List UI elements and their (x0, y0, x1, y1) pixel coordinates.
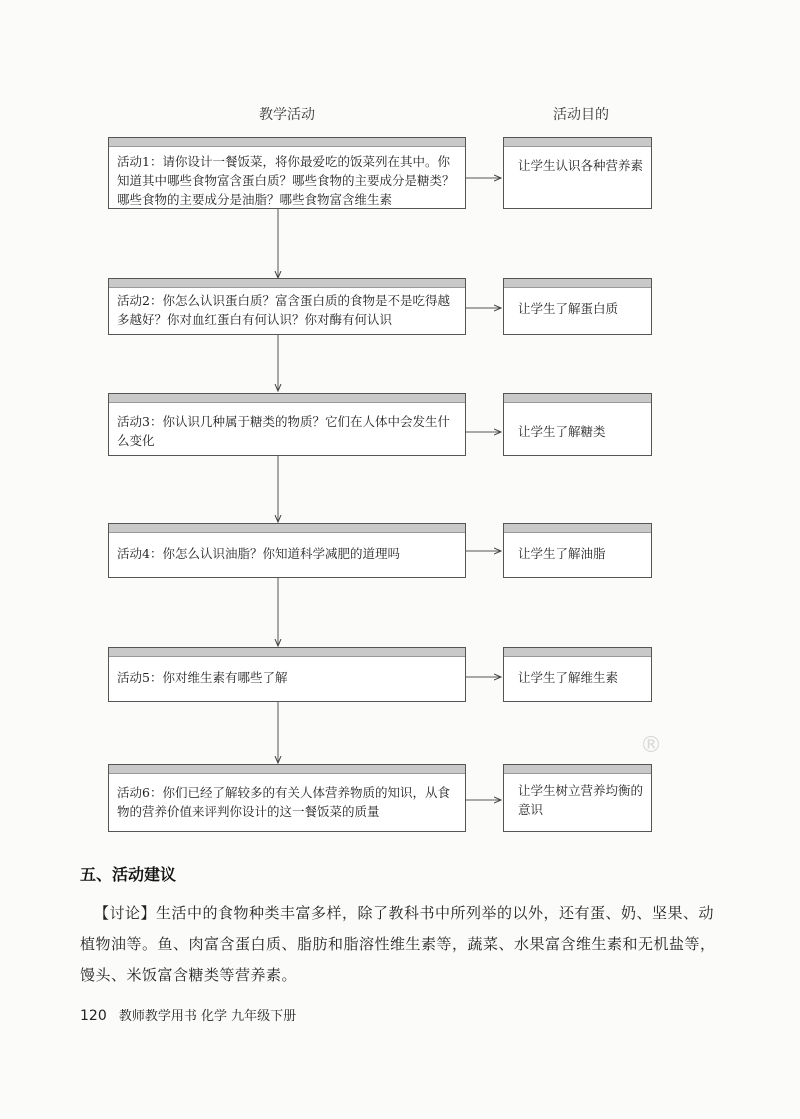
activity-text-3: 活动3：你认识几种属于糖类的物质？它们在人体中会发生什么变化 (117, 414, 450, 448)
goal-box-4 (503, 523, 652, 578)
book-title: 教师教学用书 化学 九年级下册 (118, 1009, 297, 1024)
activity-box-6 (108, 764, 466, 832)
activity-text-1: 活动1：请你设计一餐饭菜，将你最爱吃的饭菜列在其中。你知道其中哪些食物富含蛋白质？哪些食物的主要成分是糖类？哪些食物的主要成分是油脂？哪些食物富含维生素 (117, 154, 455, 207)
activity-text-5: 活动5：你对维生素有哪些了解 (117, 670, 288, 685)
goal-box-3 (503, 393, 652, 456)
goal-box-6 (503, 764, 652, 832)
goal-box-2 (503, 278, 652, 335)
goal-text-1: 让学生认识各种营养素 (518, 158, 644, 173)
section-title: 五、活动建议 (80, 865, 177, 884)
goal-column-header: 活动目的 (553, 107, 609, 123)
goal-text-4: 让学生了解油脂 (518, 546, 606, 561)
activity-text-4: 活动4：你怎么认识油脂？你知道科学减肥的道理吗 (117, 546, 400, 561)
goal-text-6: 让学生树立营养均衡的意识 (518, 783, 644, 817)
goal-text-2: 让学生了解蛋白质 (518, 301, 619, 316)
page-footer (80, 1005, 296, 1024)
page-number: 120 (80, 1008, 107, 1024)
registered-watermark-mark: ® (640, 733, 662, 758)
activity-box-2 (108, 278, 466, 335)
goal-text-5: 让学生了解维生素 (518, 670, 619, 685)
activity-box-1 (108, 137, 466, 209)
activity-column-header: 教学活动 (259, 107, 315, 123)
goal-text-3: 让学生了解糖类 (518, 424, 606, 439)
activity-box-4 (108, 523, 466, 578)
activity-box-5 (108, 647, 466, 702)
activity-text-6: 活动6：你们已经了解较多的有关人体营养物质的知识，从食物的营养价值来评判你设计的这一餐饭菜的质量 (117, 785, 450, 819)
goal-box-5 (503, 647, 652, 702)
section-paragraph: 【讨论】生活中的食物种类丰富多样，除了教科书中所列举的以外，还有蛋、奶、坚果、动植物油等。鱼、肉富含蛋白质、脂肪和脂溶性维生素等，蔬菜、水果富含维生素和无机盐等，馒头、米饭富含糖类等营养素。 (80, 904, 716, 984)
goal-box-1 (503, 137, 652, 209)
activity-text-2: 活动2：你怎么认识蛋白质？富含蛋白质的食物是不是吃得越多越好？你对血红蛋白有何认识？你对酶有何认识 (117, 293, 450, 327)
activity-box-3 (108, 393, 466, 456)
